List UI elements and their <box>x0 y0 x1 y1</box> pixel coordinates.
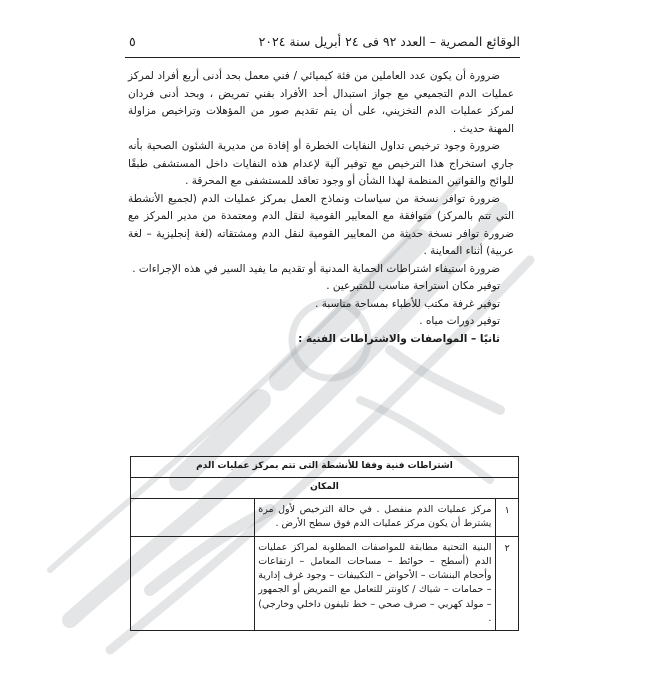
row-text: البنية التحتية مطابقة للمواصفات المطلوبة لمراكز عمليات الدم (أسطح – حوائط – مساحات المعامل – ارتفاعات وأحجام البنشات – الأحواض – التكييفات – وجود غرف إدارية – حمامات – شباك / كاونتر للتعامل مع التمريض أو الجمهور – مولد كهربي – صرف صحي – خط تليفون داخلي وخارجي) . <box>255 536 496 631</box>
running-title: الوقائع المصرية – العدد ٩٢ فى ٢٤ أبريل سنة ٢٠٢٤ <box>258 34 520 49</box>
page-header <box>125 32 520 54</box>
table-subtitle-row <box>131 478 519 499</box>
paragraph: ضرورة وجود ترخيص تداول النفايات الخطرة أو إفادة من مديرية الشئون الصحية بأنه جاري استخراج هذا الترخيص مع توفير آلية لإعدام هذه النفايات داخل المستشفى طبقًا للوائح والقوانين المنظمة لهذا الشأن أو وجود تعاقد للمستشفى مع المحرقة . <box>128 140 514 187</box>
paragraph: ضرورة توافر نسخة من سياسات ونماذج العمل بمركز عمليات الدم (لجميع الأنشطة التي تتم بالمركز) متوافقة مع المعايير القومية لنقل الدم ومعتمدة من مدير المركز مع ضرورة توافر نسخة حديثة من المعايير القومية لنقل الدم ومشتقاته (لغة إنجليزية – لغة عربية) أثناء المعاينة . <box>128 192 514 257</box>
specifications-table <box>130 456 519 631</box>
paragraph: ضرورة أن يكون عدد العاملين من فئة كيميائي / فني معمل بحد أدنى أربع أفراد لمركز عمليات الدم التجميعي مع جواز استبدال أحد الأفراد بفني تمريض ، وبحد أدنى فردان لمركز عمليات الدم التخزيني، على أن يتم تقديم صور من المؤهلات وتراخيص مزاولة المهنة حديث . <box>128 70 514 135</box>
empty-cell <box>131 499 255 537</box>
row-number: ٢ <box>496 536 519 631</box>
page-number: ٥ <box>129 34 136 49</box>
table-title: اشتراطات فنية وفقا للأنشطة التى تتم بمركز عمليات الدم <box>131 457 519 478</box>
list-item: توفير دورات مياه . <box>419 315 500 327</box>
table-row <box>131 536 519 631</box>
list-item: توفير مكان استراحة مناسب للمتبرعين . <box>326 280 500 292</box>
table-subtitle: المكان <box>131 478 519 499</box>
table-row <box>131 499 519 537</box>
header-divider <box>125 57 520 58</box>
list-item: توفير غرفة مكتب للأطباء بمساحة مناسبة . <box>315 297 500 310</box>
section-title: ثانيًا – المواصفات والاشتراطات الفنية : <box>298 332 500 345</box>
table-title-row <box>131 457 519 478</box>
row-text: مركز عمليات الدم منفصل . في حالة الترخيص لأول مرة يشترط أن يكون مركز عمليات الدم فوق سطح الأرض . <box>255 499 496 537</box>
body-text <box>128 68 514 348</box>
empty-cell <box>131 536 255 631</box>
paragraph: ضرورة استيفاء اشتراطات الحماية المدنية أو تقديم ما يفيد السير في هذه الإجراءات . <box>132 262 500 275</box>
row-number: ١ <box>496 499 519 537</box>
